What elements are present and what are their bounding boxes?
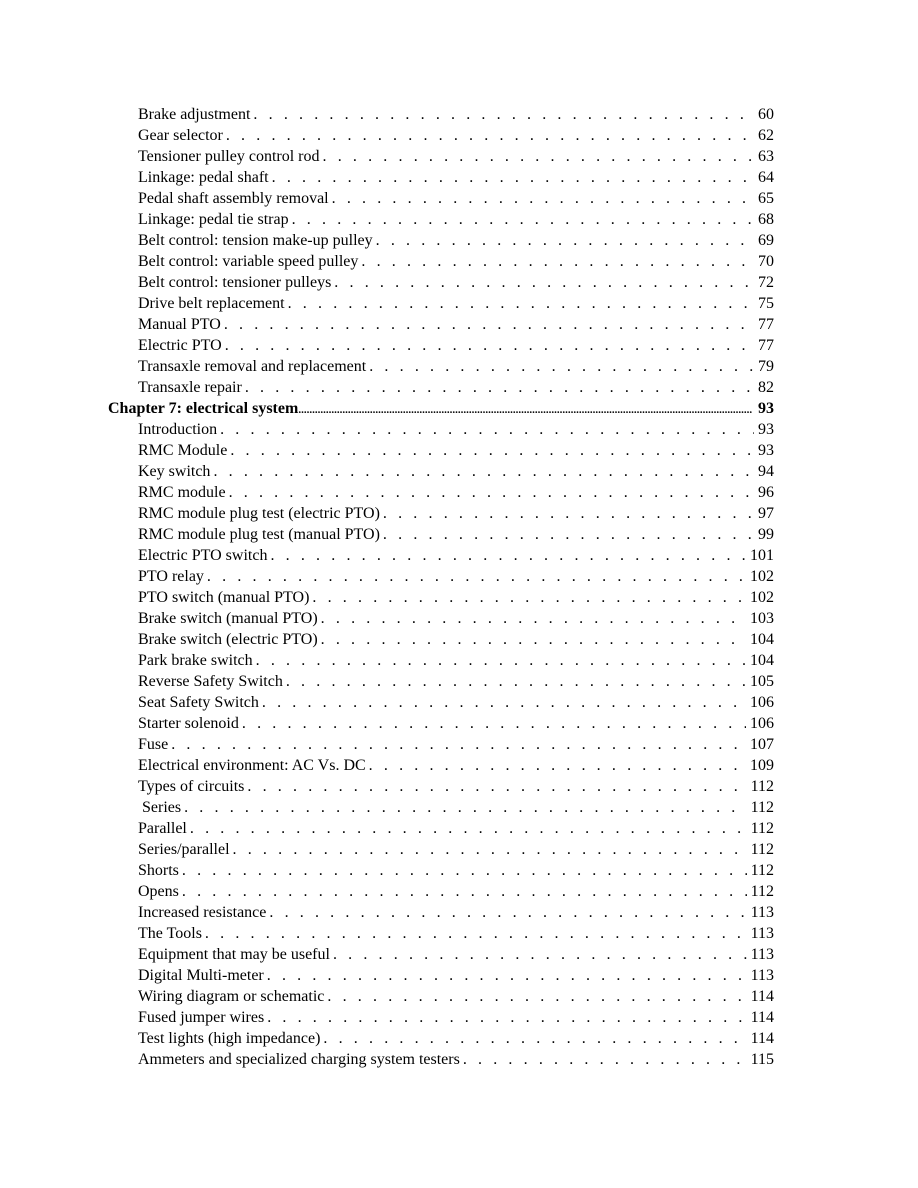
toc-leader-dots bbox=[229, 482, 754, 503]
toc-entry-page-number: 104 bbox=[750, 652, 774, 669]
toc-entry-title: RMC module bbox=[138, 484, 226, 501]
toc-entry-title: Shorts bbox=[138, 862, 179, 879]
toc-leader-dots bbox=[321, 608, 746, 629]
toc-entry-title: Opens bbox=[138, 883, 179, 900]
toc-entry[interactable] bbox=[108, 881, 774, 902]
toc-entry-title: Fuse bbox=[138, 736, 169, 753]
toc-entry[interactable] bbox=[108, 167, 774, 188]
toc-entry[interactable] bbox=[108, 734, 774, 755]
toc-entry[interactable] bbox=[108, 587, 774, 608]
toc-entry-page-number: 68 bbox=[758, 211, 774, 228]
toc-entry-title: Gear selector bbox=[138, 127, 223, 144]
toc-entry-page-number: 63 bbox=[758, 148, 774, 165]
toc-entry[interactable] bbox=[108, 125, 774, 146]
toc-entry-page-number: 106 bbox=[750, 715, 774, 732]
toc-entry[interactable] bbox=[108, 377, 774, 398]
toc-entry-title: Electric PTO switch bbox=[138, 547, 268, 564]
toc-leader-dots bbox=[312, 587, 746, 608]
toc-leader-dots bbox=[262, 692, 746, 713]
toc-entry[interactable] bbox=[108, 524, 774, 545]
toc-leader-dots bbox=[267, 965, 747, 986]
toc-leader-dots bbox=[213, 461, 754, 482]
toc-entry[interactable] bbox=[108, 860, 774, 881]
toc-entry-title: Test lights (high impedance) bbox=[138, 1030, 321, 1047]
toc-entry-title: Seat Safety Switch bbox=[138, 694, 259, 711]
toc-leader-dots bbox=[182, 881, 747, 902]
toc-entry-page-number: 70 bbox=[758, 253, 774, 270]
toc-entry-title: Chapter 7: electrical system bbox=[108, 400, 299, 417]
toc-leader-dots bbox=[184, 797, 746, 818]
toc-entry[interactable] bbox=[108, 482, 774, 503]
toc-entry-page-number: 79 bbox=[758, 358, 774, 375]
toc-entry-title: Ammeters and specialized charging system testers bbox=[138, 1051, 460, 1068]
toc-leader-dots bbox=[333, 944, 747, 965]
toc-entry[interactable] bbox=[108, 776, 774, 797]
toc-entry-title: Park brake switch bbox=[138, 652, 253, 669]
toc-entry-title: Brake switch (electric PTO) bbox=[138, 631, 318, 648]
toc-leader-dots bbox=[230, 440, 754, 461]
toc-leader-dots bbox=[207, 566, 746, 587]
toc-entry-title: Brake adjustment bbox=[138, 106, 251, 123]
toc-entry-page-number: 62 bbox=[758, 127, 774, 144]
toc-chapter-heading[interactable] bbox=[108, 398, 774, 419]
toc-leader-dots bbox=[226, 125, 754, 146]
table-of-contents bbox=[108, 104, 774, 1070]
toc-leader-dots bbox=[190, 818, 747, 839]
toc-entry-title: Introduction bbox=[138, 421, 218, 438]
toc-entry[interactable] bbox=[108, 356, 774, 377]
toc-entry-title: RMC module plug test (electric PTO) bbox=[138, 505, 380, 522]
toc-leader-dots bbox=[327, 986, 746, 1007]
toc-entry[interactable] bbox=[108, 545, 774, 566]
toc-entry-page-number: 112 bbox=[750, 841, 774, 858]
toc-leader-dots bbox=[334, 272, 754, 293]
toc-entry[interactable] bbox=[108, 188, 774, 209]
toc-leader-dots bbox=[463, 1049, 747, 1070]
toc-entry[interactable] bbox=[108, 986, 774, 1007]
toc-entry-page-number: 77 bbox=[758, 316, 774, 333]
toc-entry-page-number: 82 bbox=[758, 379, 774, 396]
toc-entry-page-number: 112 bbox=[750, 883, 774, 900]
toc-entry-page-number: 93 bbox=[758, 421, 774, 438]
toc-entry[interactable] bbox=[108, 251, 774, 272]
toc-entry-title: Transaxle repair bbox=[138, 379, 242, 396]
toc-entry[interactable] bbox=[108, 440, 774, 461]
toc-entry-title: Tensioner pulley control rod bbox=[138, 148, 320, 165]
toc-leader-dots bbox=[323, 146, 755, 167]
toc-entry[interactable] bbox=[108, 923, 774, 944]
toc-entry-title: Drive belt replacement bbox=[138, 295, 285, 312]
toc-entry-title: Starter solenoid bbox=[138, 715, 239, 732]
toc-entry-title: Belt control: tension make-up pulley bbox=[138, 232, 373, 249]
toc-entry-page-number: 113 bbox=[750, 925, 774, 942]
toc-entry[interactable] bbox=[108, 503, 774, 524]
toc-leader-dots bbox=[321, 629, 746, 650]
toc-entry-title: Series bbox=[138, 799, 182, 816]
toc-entry-page-number: 93 bbox=[758, 442, 774, 459]
toc-leader-dots bbox=[369, 356, 754, 377]
toc-entry-page-number: 113 bbox=[750, 946, 774, 963]
toc-entry[interactable] bbox=[108, 755, 774, 776]
toc-entry[interactable] bbox=[108, 1028, 774, 1049]
toc-leader-dots bbox=[383, 503, 754, 524]
toc-leader-dots bbox=[205, 923, 747, 944]
toc-leader-dots bbox=[220, 419, 754, 440]
toc-entry[interactable] bbox=[108, 818, 774, 839]
toc-entry-title: Equipment that may be useful bbox=[138, 946, 330, 963]
toc-entry[interactable] bbox=[108, 671, 774, 692]
toc-entry-title: Wiring diagram or schematic bbox=[138, 988, 325, 1005]
toc-entry[interactable] bbox=[108, 1007, 774, 1028]
toc-entry-title: RMC module plug test (manual PTO) bbox=[138, 526, 380, 543]
toc-entry-title: PTO relay bbox=[138, 568, 204, 585]
toc-entry[interactable] bbox=[108, 272, 774, 293]
toc-entry-page-number: 114 bbox=[750, 1009, 774, 1026]
toc-entry-title: Parallel bbox=[138, 820, 187, 837]
toc-entry[interactable] bbox=[108, 335, 774, 356]
toc-entry[interactable] bbox=[108, 839, 774, 860]
toc-entry[interactable] bbox=[108, 566, 774, 587]
toc-entry-title: Linkage: pedal shaft bbox=[138, 169, 269, 186]
toc-entry-page-number: 72 bbox=[758, 274, 774, 291]
toc-entry[interactable] bbox=[108, 1049, 774, 1070]
toc-entry-page-number: 69 bbox=[758, 232, 774, 249]
toc-leader-dots bbox=[225, 335, 754, 356]
toc-entry-title: Key switch bbox=[138, 463, 211, 480]
toc-entry-page-number: 113 bbox=[750, 904, 774, 921]
toc-entry[interactable] bbox=[108, 650, 774, 671]
toc-leader-dots bbox=[288, 293, 754, 314]
toc-leader-dots bbox=[182, 860, 747, 881]
toc-entry-page-number: 60 bbox=[758, 106, 774, 123]
toc-entry-title: Increased resistance bbox=[138, 904, 267, 921]
toc-entry-page-number: 115 bbox=[750, 1051, 774, 1068]
toc-entry-title: PTO switch (manual PTO) bbox=[138, 589, 310, 606]
toc-entry-page-number: 104 bbox=[750, 631, 774, 648]
toc-leader-dots bbox=[247, 776, 746, 797]
toc-leader-dots bbox=[286, 671, 746, 692]
toc-leader-dots bbox=[292, 209, 754, 230]
toc-leader-dots bbox=[269, 902, 746, 923]
toc-entry-page-number: 112 bbox=[750, 820, 774, 837]
toc-entry-page-number: 105 bbox=[750, 673, 774, 690]
toc-entry-page-number: 113 bbox=[750, 967, 774, 984]
toc-leader-dots bbox=[270, 545, 746, 566]
toc-entry[interactable] bbox=[108, 461, 774, 482]
toc-entry-title: Belt control: tensioner pulleys bbox=[138, 274, 332, 291]
toc-entry-page-number: 112 bbox=[750, 778, 774, 795]
toc-entry-title: Linkage: pedal tie strap bbox=[138, 211, 289, 228]
toc-entry-page-number: 97 bbox=[758, 505, 774, 522]
toc-entry[interactable] bbox=[108, 314, 774, 335]
toc-entry[interactable] bbox=[108, 692, 774, 713]
toc-entry[interactable] bbox=[108, 902, 774, 923]
toc-entry[interactable] bbox=[108, 293, 774, 314]
toc-entry-title: Series/parallel bbox=[138, 841, 230, 858]
toc-leader-dots bbox=[245, 377, 754, 398]
toc-leader-dots bbox=[272, 167, 754, 188]
toc-leader-dots bbox=[298, 400, 752, 419]
toc-entry-page-number: 96 bbox=[758, 484, 774, 501]
toc-entry-page-number: 102 bbox=[750, 589, 774, 606]
toc-entry[interactable] bbox=[108, 230, 774, 251]
toc-leader-dots bbox=[369, 755, 746, 776]
toc-entry-page-number: 75 bbox=[758, 295, 774, 312]
toc-leader-dots bbox=[361, 251, 754, 272]
toc-leader-dots bbox=[253, 104, 754, 125]
toc-entry[interactable] bbox=[108, 104, 774, 125]
toc-entry[interactable] bbox=[108, 419, 774, 440]
toc-entry[interactable] bbox=[108, 797, 774, 818]
toc-entry[interactable] bbox=[108, 713, 774, 734]
toc-leader-dots bbox=[376, 230, 754, 251]
toc-entry[interactable] bbox=[108, 944, 774, 965]
toc-entry[interactable] bbox=[108, 146, 774, 167]
toc-entry-page-number: 107 bbox=[750, 736, 774, 753]
toc-entry-page-number: 94 bbox=[758, 463, 774, 480]
toc-entry-title: RMC Module bbox=[138, 442, 228, 459]
toc-entry[interactable] bbox=[108, 608, 774, 629]
toc-entry-page-number: 112 bbox=[750, 799, 774, 816]
toc-entry-title: Pedal shaft assembly removal bbox=[138, 190, 329, 207]
toc-entry[interactable] bbox=[108, 965, 774, 986]
toc-leader-dots bbox=[267, 1007, 746, 1028]
toc-entry-page-number: 114 bbox=[750, 1030, 774, 1047]
toc-entry-title: Digital Multi-meter bbox=[138, 967, 264, 984]
toc-leader-dots bbox=[256, 650, 746, 671]
toc-entry-title: Electrical environment: AC Vs. DC bbox=[138, 757, 366, 774]
toc-leader-dots bbox=[242, 713, 746, 734]
toc-entry-page-number: 101 bbox=[750, 547, 774, 564]
toc-leader-dots bbox=[323, 1028, 746, 1049]
toc-entry[interactable] bbox=[108, 629, 774, 650]
toc-entry-page-number: 114 bbox=[750, 988, 774, 1005]
toc-leader-dots bbox=[224, 314, 754, 335]
toc-entry-page-number: 112 bbox=[750, 862, 774, 879]
toc-entry-page-number: 106 bbox=[750, 694, 774, 711]
toc-entry-page-number: 77 bbox=[758, 337, 774, 354]
toc-entry-page-number: 109 bbox=[750, 757, 774, 774]
toc-entry-title: Electric PTO bbox=[138, 337, 222, 354]
toc-entry-title: Fused jumper wires bbox=[138, 1009, 265, 1026]
toc-entry[interactable] bbox=[108, 209, 774, 230]
toc-leader-dots bbox=[233, 839, 747, 860]
toc-entry-page-number: 103 bbox=[750, 610, 774, 627]
toc-entry-page-number: 102 bbox=[750, 568, 774, 585]
toc-entry-page-number: 99 bbox=[758, 526, 774, 543]
toc-entry-title: Transaxle removal and replacement bbox=[138, 358, 367, 375]
toc-entry-page-number: 64 bbox=[758, 169, 774, 186]
toc-leader-dots bbox=[171, 734, 746, 755]
toc-leader-dots bbox=[332, 188, 754, 209]
toc-entry-title: Belt control: variable speed pulley bbox=[138, 253, 359, 270]
toc-entry-title: The Tools bbox=[138, 925, 202, 942]
toc-entry-title: Manual PTO bbox=[138, 316, 221, 333]
toc-entry-page-number: 65 bbox=[758, 190, 774, 207]
toc-entry-title: Reverse Safety Switch bbox=[138, 673, 283, 690]
toc-entry-title: Brake switch (manual PTO) bbox=[138, 610, 318, 627]
toc-entry-page-number: 93 bbox=[758, 400, 774, 417]
toc-leader-dots bbox=[383, 524, 754, 545]
toc-entry-title: Types of circuits bbox=[138, 778, 245, 795]
